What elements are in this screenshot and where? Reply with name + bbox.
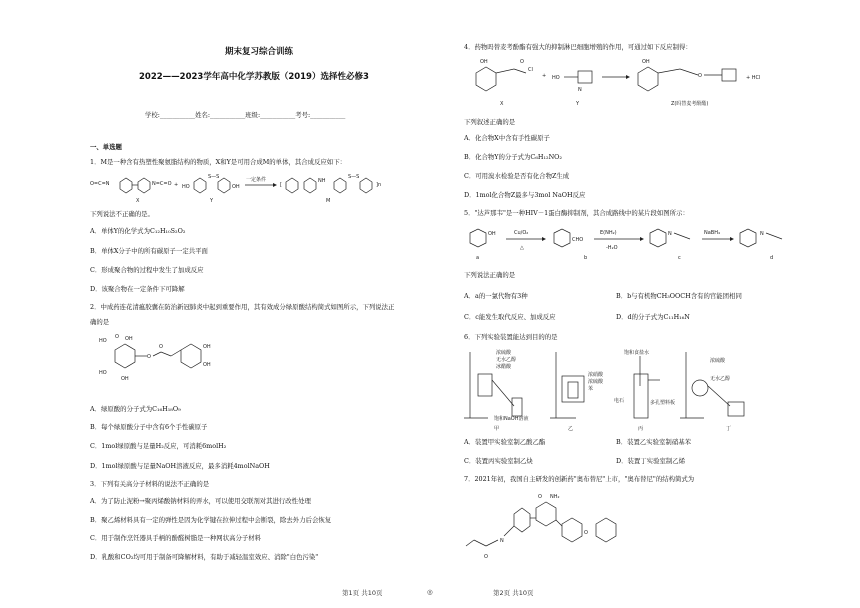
svg-text:S—S: S—S	[348, 174, 360, 180]
section-heading: 一、单选题	[90, 143, 122, 151]
q2-option-a: A．绿原酸的分子式为C₁₆H₁₈O₉	[90, 405, 181, 413]
left-column	[0, 0, 420, 608]
q4-option-b: B．化合物Y的分子式为C₆H₁₂NO₂	[464, 153, 562, 161]
q5-label-d: d	[770, 255, 774, 261]
apparatus-yi	[550, 352, 604, 432]
compound-d-structure	[740, 229, 782, 261]
student-info: 学校:___________姓名:___________班级:___________考号:___________	[145, 111, 346, 119]
compound-a-structure	[470, 229, 496, 261]
app-text-5: 浓硫酸	[588, 379, 604, 385]
compound-b-structure	[554, 229, 587, 261]
q4-prompt: 下列叙述正确的是	[464, 118, 516, 126]
q3-stem: 3．下列有关高分子材料的说法不正确的是	[90, 480, 210, 488]
q5-cond-1: Cu/O₂	[514, 230, 529, 236]
q4-option-d: D．1mol化合物Z最多与3mol NaOH反应	[464, 191, 586, 199]
q5-cond-3: NaBH₄	[704, 230, 720, 236]
svg-text:N: N	[500, 538, 504, 544]
svg-text:CHO: CHO	[572, 237, 584, 243]
app-text-11: 无水乙醇	[710, 376, 731, 382]
svg-text:HO: HO	[552, 75, 560, 81]
svg-text:+: +	[174, 182, 179, 188]
q7-stem: 7．2021年初，我国自主研发的创新药"奥布替尼"上市，"奥布替尼"的结构简式为	[464, 475, 695, 483]
q6-stem: 6．下列实验装置能达到目的的是	[464, 333, 558, 341]
svg-text:+: +	[542, 73, 547, 79]
svg-text:O: O	[147, 354, 151, 360]
q2-option-b: B．每个绿原酸分子中含有6个手性碳原子	[90, 423, 208, 431]
svg-text:O: O	[698, 73, 702, 79]
svg-text:OH: OH	[203, 344, 211, 350]
q3-option-c: C．用于制作烹饪器具手柄的酚醛树脂是一种网状高分子材料	[90, 534, 262, 542]
q3-option-a: A．为了防止泥粉→聚丙烯酸钠材料的弄水，可以使用交联剂对其进行改性处理	[90, 497, 311, 505]
q1-label-m: M	[326, 198, 331, 204]
svg-text:OH: OH	[203, 362, 211, 368]
svg-text:OH: OH	[642, 59, 650, 65]
apparatus-jia	[464, 349, 529, 432]
svg-text:HO: HO	[182, 184, 190, 190]
svg-text:O=C=N: O=C=N	[90, 181, 110, 187]
chlorogenic-acid-structure	[95, 330, 235, 385]
svg-text:NH: NH	[318, 178, 326, 184]
q5-cond-2: E(NH₂)	[600, 230, 617, 236]
q2-stem: 2．中成药连花清瘟胶囊在防治新冠肺炎中起到重要作用，其有效成分绿原酸结构简式如图所示，下列说法正	[90, 303, 395, 311]
svg-text:N: N	[760, 231, 764, 237]
svg-text:OH: OH	[488, 231, 496, 237]
compound-z-structure	[638, 59, 736, 107]
page-title: 期末复习综合训练	[225, 47, 294, 57]
svg-text:O: O	[115, 334, 119, 340]
svg-text:Cl: Cl	[528, 67, 533, 73]
svg-text:OH: OH	[232, 184, 240, 190]
apparatus-bing	[614, 349, 675, 432]
q5-option-c: C．c能发生取代反应、加成反应	[464, 313, 556, 321]
q5-prompt: 下列说法正确的是	[464, 271, 516, 279]
q5-label-b: b	[584, 255, 588, 261]
q4-label-z: Z(吗替麦考酚酯)	[671, 101, 709, 107]
app-text-3: 饱和NaOH溶液	[494, 416, 529, 422]
svg-text:HO: HO	[99, 370, 107, 376]
q1-label-x: X	[136, 198, 140, 204]
orelabrutinib-structure	[466, 488, 646, 568]
svg-text:OH: OH	[480, 59, 488, 65]
footer-mid: ◎	[427, 588, 433, 596]
footer-right: 第2页 共10页	[493, 589, 534, 597]
compound-y-structure	[552, 71, 592, 107]
q6-option-a: A．装置甲实验室制乙酸乙酯	[464, 438, 546, 446]
q5-option-b: B．b与有机物CH₃OOCH含有的官能团相同	[616, 292, 742, 300]
q6-option-b: B．装置乙实验室制硝基苯	[616, 438, 691, 446]
q4-reaction-diagram	[466, 55, 836, 110]
svg-text:N: N	[668, 231, 672, 237]
monomer-y-structure	[182, 174, 240, 204]
apparatus-ding	[680, 352, 744, 432]
q4-option-c: C．可用溴水检验是否有化合物Z生成	[464, 172, 570, 180]
app-label-bing: 丙	[638, 426, 644, 432]
svg-text:[: [	[280, 182, 282, 188]
page-subtitle: 2022——2023学年高中化学苏教版（2019）选择性必修3	[139, 72, 369, 82]
svg-text:N=C=O: N=C=O	[152, 181, 172, 187]
q1-option-c: C．形成聚合物的过程中发生了加成反应	[90, 266, 204, 274]
svg-text:O: O	[520, 59, 524, 65]
q4-stem: 4．药物吗替麦考酚酯有强大的抑制淋巴细胞增殖的作用，可通过如下反应制得：	[464, 43, 692, 51]
svg-text:O: O	[159, 344, 163, 350]
q1-prompt: 下列说法不正确的是。	[90, 210, 154, 218]
app-text-7: 饱和食盐水	[624, 350, 650, 356]
q4-label-x: X	[500, 101, 504, 107]
q5-option-a: A．a的一氯代物有3种	[464, 292, 528, 300]
svg-text:S—S: S—S	[208, 174, 220, 180]
compound-x-structure	[476, 59, 533, 107]
footer-left: 第1页 共10页	[342, 589, 383, 597]
q5-synthesis-route	[466, 221, 836, 263]
q1-label-y: Y	[210, 198, 214, 204]
q4-option-a: A．化合物X中含有手性碳原子	[464, 134, 550, 142]
q3-option-d: D．乳酸和CO₂均可用于制备可降解材料，有助于减轻温室效应、消除"白色污染"	[90, 553, 319, 561]
monomer-x-structure	[90, 178, 172, 204]
q1-reaction-diagram	[90, 168, 390, 208]
q1-option-a: A．单体Y的化学式为C₁₂H₁₀S₂O₂	[90, 227, 186, 235]
svg-text:OH: OH	[121, 376, 129, 382]
q5-cond-2b: -H₂O	[606, 245, 618, 251]
q6-option-d: D．装置丁实验室制乙烯	[616, 457, 686, 465]
compound-c-structure	[650, 229, 690, 261]
app-text-1: 无水乙醇	[496, 357, 517, 363]
app-label-jia: 甲	[494, 426, 500, 432]
svg-text:HO: HO	[99, 338, 107, 344]
q2-option-d: D．1mol绿原酸与足量NaOH溶液反应，最多消耗4molNaOH	[90, 462, 270, 470]
app-text-8: 电石	[614, 398, 625, 404]
q2-option-c: C．1mol绿原酸与足量H₂反应，可消耗6molH₂	[90, 442, 227, 450]
q5-stem: 5．"达芦那韦"是一种HIV－1蛋白酶抑制剂，其合成路线中的某片段如图所示：	[464, 209, 689, 217]
app-label-ding: 丁	[726, 426, 732, 432]
lab-apparatus-figure	[464, 346, 764, 432]
q7-o-amide: O	[538, 494, 542, 500]
q4-label-y: Y	[576, 101, 580, 107]
app-label-yi: 乙	[568, 426, 574, 432]
q1-condition: 一定条件	[246, 177, 267, 183]
q4-hcl: + HCl	[746, 75, 761, 81]
app-text-9: 多孔塑料板	[650, 400, 676, 406]
q6-option-c: C．装置丙实验室制乙炔	[464, 457, 533, 465]
svg-text:N: N	[578, 87, 582, 93]
svg-text:O: O	[584, 530, 588, 536]
app-text-6: 苯	[588, 386, 594, 392]
app-text-0: 浓硫酸	[496, 350, 512, 356]
q1-option-d: D．该聚合物在一定条件下可降解	[90, 285, 185, 293]
q5-option-d: D．d的分子式为C₁₁H₁₆N	[616, 313, 690, 321]
q7-nh2: NH₂	[550, 494, 560, 500]
app-text-4: 浓硝酸	[588, 372, 604, 378]
right-column	[432, 0, 852, 608]
q2-stem-continued: 确的是	[90, 318, 110, 326]
svg-text:]n: ]n	[376, 182, 382, 188]
q5-label-a: a	[476, 255, 480, 261]
q3-option-b: B．聚乙烯材料具有一定的弹性是因为化学键在拉伸过程中会断裂，除去外力后会恢复	[90, 516, 332, 524]
svg-text:OH: OH	[125, 336, 133, 342]
polymer-m-structure	[280, 174, 381, 204]
q7-o-acyl: O	[484, 554, 488, 560]
app-text-10: 浓硫酸	[710, 358, 726, 364]
q1-stem: 1．M是一种含有热塑性聚氨脂结构的物质，X和Y是可用合成M的单体，其合成反应如下：	[90, 158, 346, 166]
q5-label-c: c	[678, 255, 681, 261]
app-text-2: 冰醋酸	[496, 364, 512, 370]
svg-text:△: △	[520, 245, 524, 251]
q1-option-b: B．单体X分子中的所有碳原子一定共平面	[90, 247, 208, 255]
